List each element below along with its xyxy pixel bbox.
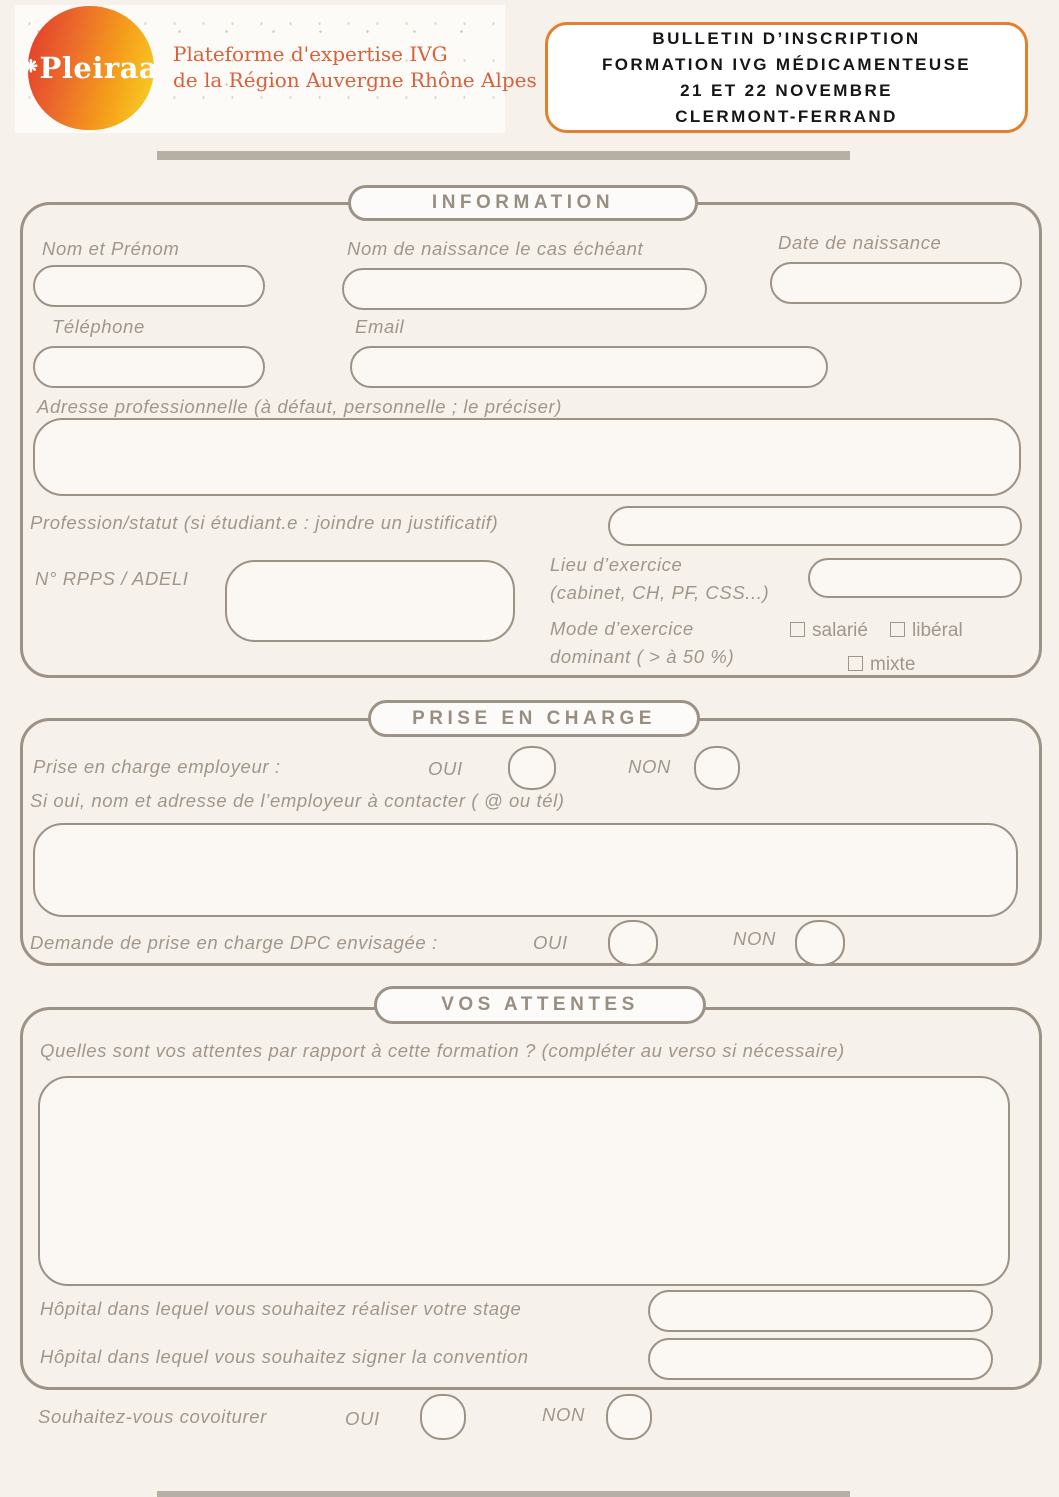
- information-section-title: INFORMATION: [348, 185, 698, 221]
- form-title-line1: BULLETIN D’INSCRIPTION: [652, 28, 921, 48]
- mode-exercice-label-line1: Mode d’exercice: [550, 618, 694, 639]
- nom-naissance-field[interactable]: [342, 268, 707, 310]
- mixte-label: mixte: [870, 654, 916, 675]
- dpc-non-label: NON: [733, 928, 776, 949]
- attentes-question-label: Quelles sont vos attentes par rapport à cette formation ? (compléter au verso si nécessaire): [40, 1040, 845, 1061]
- employeur-contact-field[interactable]: [33, 823, 1018, 917]
- salarie-label: salarié: [812, 620, 868, 641]
- top-divider-bar: [157, 151, 850, 160]
- covoiturer-non-oval[interactable]: [606, 1394, 652, 1440]
- liberal-checkbox[interactable]: [890, 622, 905, 637]
- date-naissance-field[interactable]: [770, 262, 1022, 304]
- email-field[interactable]: [350, 346, 828, 388]
- telephone-label: Téléphone: [52, 316, 145, 337]
- mixte-checkbox[interactable]: [848, 656, 863, 671]
- dpc-non-oval[interactable]: [795, 920, 845, 966]
- rpps-adeli-label: N° RPPS / ADELI: [35, 568, 189, 589]
- si-oui-employeur-label: Si oui, nom et adresse de l’employeur à contacter ( @ ou tél): [30, 790, 565, 811]
- tree-icon: ❋: [23, 57, 39, 77]
- salarie-checkbox[interactable]: [790, 622, 805, 637]
- lieu-exercice-field[interactable]: [808, 558, 1022, 598]
- dpc-oui-oval[interactable]: [608, 920, 658, 966]
- nom-prenom-label: Nom et Prénom: [42, 238, 180, 259]
- covoiturer-label: Souhaitez-vous covoiturer: [38, 1406, 267, 1427]
- brand-name: ❋Pleiraa: [23, 51, 159, 85]
- nom-prenom-field[interactable]: [33, 265, 265, 307]
- telephone-field[interactable]: [33, 346, 265, 388]
- date-naissance-label: Date de naissance: [778, 232, 942, 253]
- form-title-line3: 21 ET 22 NOVEMBRE: [680, 80, 893, 100]
- dpc-oui-label: OUI: [533, 932, 568, 953]
- form-title-line2: FORMATION IVG MÉDICAMENTEUSE: [601, 54, 972, 74]
- covoiturer-oui-label: OUI: [345, 1408, 380, 1429]
- hopital-stage-field[interactable]: [648, 1290, 993, 1332]
- hopital-convention-field[interactable]: [648, 1338, 993, 1380]
- employeur-oui-label: OUI: [428, 758, 463, 779]
- bottom-divider-bar: [157, 1491, 850, 1497]
- rpps-adeli-field[interactable]: [225, 560, 515, 642]
- employeur-label: Prise en charge employeur :: [33, 756, 281, 777]
- vos-attentes-section-title: VOS ATTENTES: [374, 986, 706, 1024]
- profession-field[interactable]: [608, 506, 1022, 546]
- adresse-label: Adresse professionnelle (à défaut, personnelle ; le préciser): [37, 396, 563, 417]
- covoiturer-oui-oval[interactable]: [420, 1394, 466, 1440]
- option-mixte: [848, 654, 915, 676]
- liberal-label: libéral: [912, 620, 963, 641]
- hopital-convention-label: Hôpital dans lequel vous souhaitez signer la convention: [40, 1346, 529, 1367]
- form-title-line4: CLERMONT-FERRAND: [675, 106, 898, 126]
- hopital-stage-label: Hôpital dans lequel vous souhaitez réaliser votre stage: [40, 1298, 522, 1319]
- dpc-label: Demande de prise en charge DPC envisagée :: [30, 932, 438, 953]
- employeur-non-label: NON: [628, 756, 671, 777]
- attentes-field[interactable]: [38, 1076, 1010, 1286]
- lieu-exercice-label-line2: (cabinet, CH, PF, CSS...): [550, 582, 770, 603]
- option-salarie: [790, 620, 868, 642]
- employeur-oui-oval[interactable]: [508, 746, 556, 790]
- email-label: Email: [355, 316, 405, 337]
- nom-naissance-label: Nom de naissance le cas échéant: [347, 238, 644, 259]
- employeur-non-oval[interactable]: [694, 746, 740, 790]
- logo-tagline-line2: de la Région Auvergne Rhône Alpes: [173, 68, 537, 92]
- logo-tagline-line1: Plateforme d'expertise IVG: [173, 42, 448, 66]
- pleiraa-logo-icon: [23, 6, 159, 130]
- prise-en-charge-section-title: PRISE EN CHARGE: [368, 700, 700, 737]
- lieu-exercice-label-line1: Lieu d’exercice: [550, 554, 683, 575]
- option-liberal: [890, 620, 963, 642]
- profession-label: Profession/statut (si étudiant.e : joindre un justificatif): [30, 512, 499, 533]
- adresse-field[interactable]: [33, 418, 1021, 496]
- mode-exercice-label-line2: dominant ( > à 50 %): [550, 646, 735, 667]
- form-title-box: [545, 22, 1028, 133]
- pleiraa-logo-banner: [15, 5, 537, 133]
- covoiturer-non-label: NON: [542, 1404, 585, 1425]
